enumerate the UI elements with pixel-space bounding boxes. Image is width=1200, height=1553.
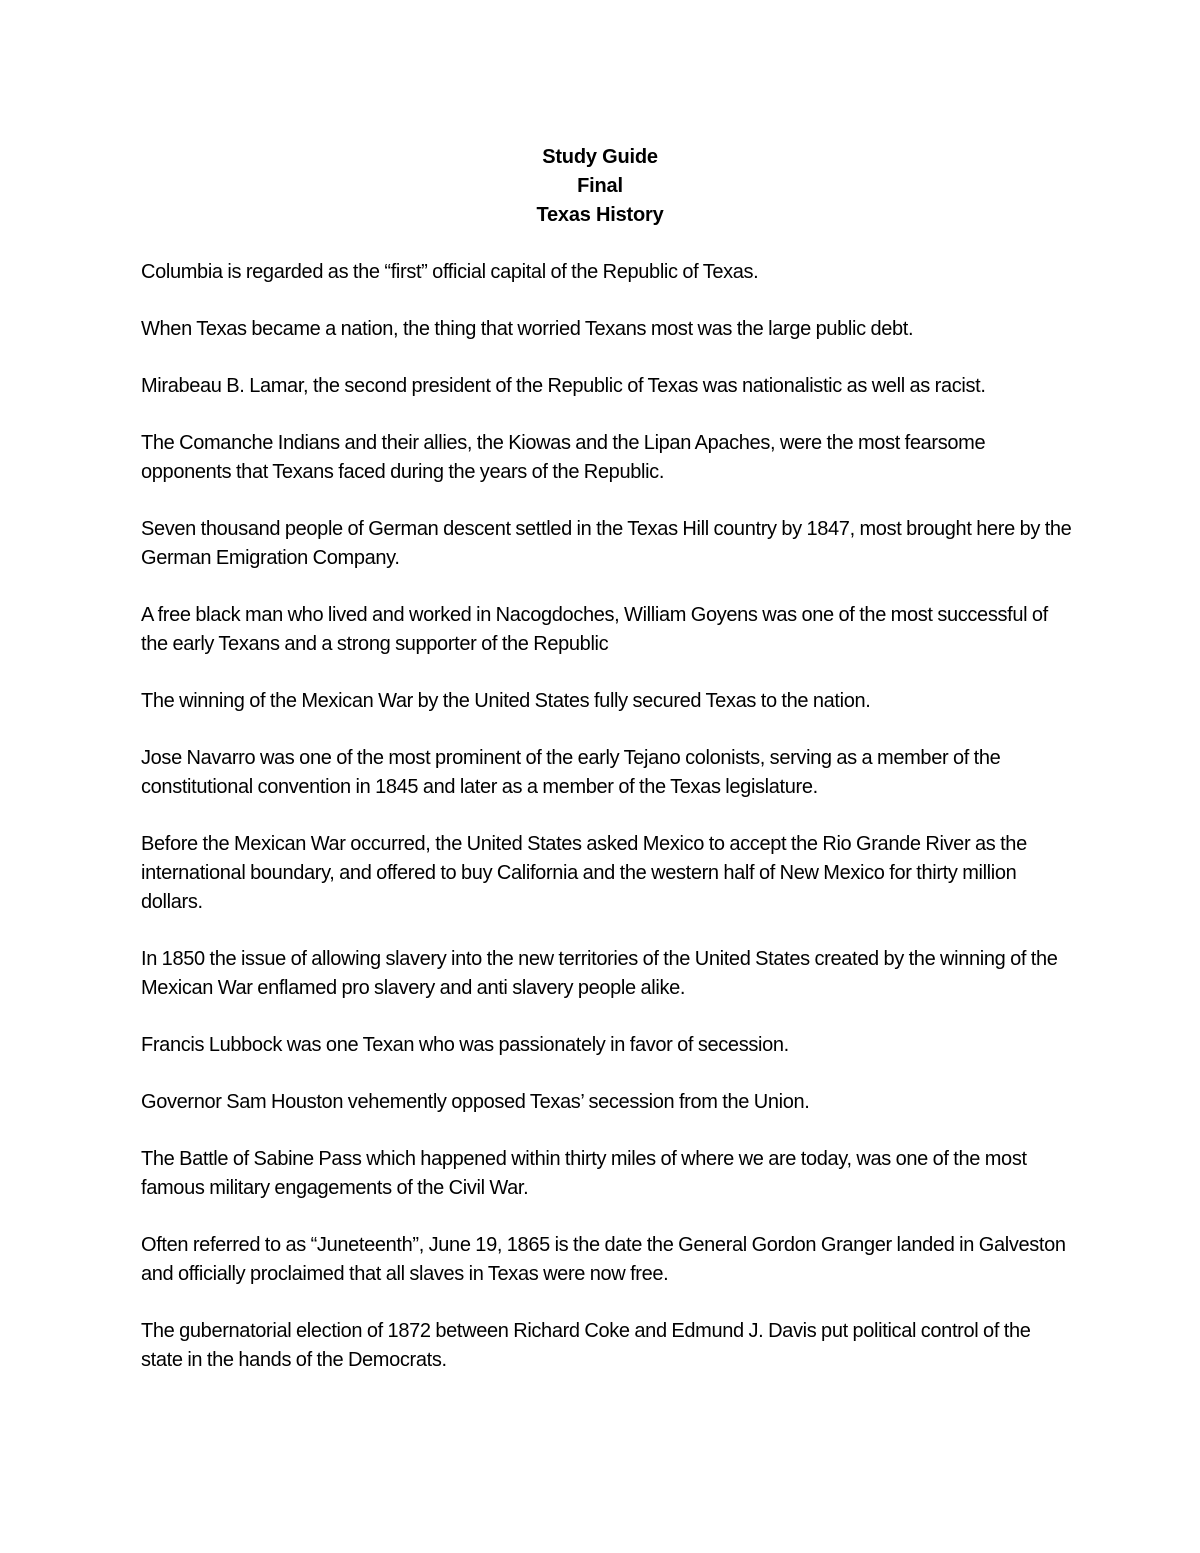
paragraph: Jose Navarro was one of the most prominent of the early Tejano colonists, serving as a member of the constitutional convention in 1845 and later as a member of the Texas legislature.	[141, 747, 1001, 798]
paragraph: Seven thousand people of German descent settled in the Texas Hill country by 1847, most brought here by the German Emigration Company.	[141, 518, 1072, 569]
paragraph: Mirabeau B. Lamar, the second president of the Republic of Texas was nationalistic as well as racist.	[141, 375, 986, 397]
title-texas-history: Texas History	[536, 204, 664, 226]
paragraph: The winning of the Mexican War by the United States fully secured Texas to the nation.	[141, 690, 871, 712]
paragraph: The gubernatorial election of 1872 between Richard Coke and Edmund J. Davis put political control of the state in the hands of the Democrats.	[141, 1320, 1031, 1371]
study-guide-body	[141, 258, 1076, 1403]
paragraph: The Battle of Sabine Pass which happened within thirty miles of where we are today, was one of the most famous military engagements of the Civil War.	[141, 1148, 1027, 1199]
title-final: Final	[577, 175, 623, 197]
paragraph: Francis Lubbock was one Texan who was passionately in favor of secession.	[141, 1034, 789, 1056]
paragraph: In 1850 the issue of allowing slavery into the new territories of the United States created by the winning of the Mexican War enflamed pro slavery and anti slavery people alike.	[141, 948, 1058, 999]
title-block	[0, 143, 1200, 230]
paragraph: Often referred to as “Juneteenth”, June 19, 1865 is the date the General Gordon Granger landed in Galveston and officially proclaimed that all slaves in Texas were now free.	[141, 1234, 1066, 1285]
paragraph: A free black man who lived and worked in Nacogdoches, William Goyens was one of the most successful of the early Texans and a strong supporter of the Republic	[141, 604, 1048, 655]
paragraph: When Texas became a nation, the thing that worried Texans most was the large public debt.	[141, 318, 914, 340]
title-study-guide: Study Guide	[542, 146, 658, 168]
paragraph: Columbia is regarded as the “first” official capital of the Republic of Texas.	[141, 261, 759, 283]
paragraph: The Comanche Indians and their allies, the Kiowas and the Lipan Apaches, were the most fearsome opponents that Texans faced during the years of the Republic.	[141, 432, 986, 483]
paragraph: Before the Mexican War occurred, the United States asked Mexico to accept the Rio Grande River as the international boundary, and offered to buy California and the western half of New Mexico for thirty million dollars.	[141, 833, 1027, 913]
paragraph: Governor Sam Houston vehemently opposed Texas’ secession from the Union.	[141, 1091, 810, 1113]
